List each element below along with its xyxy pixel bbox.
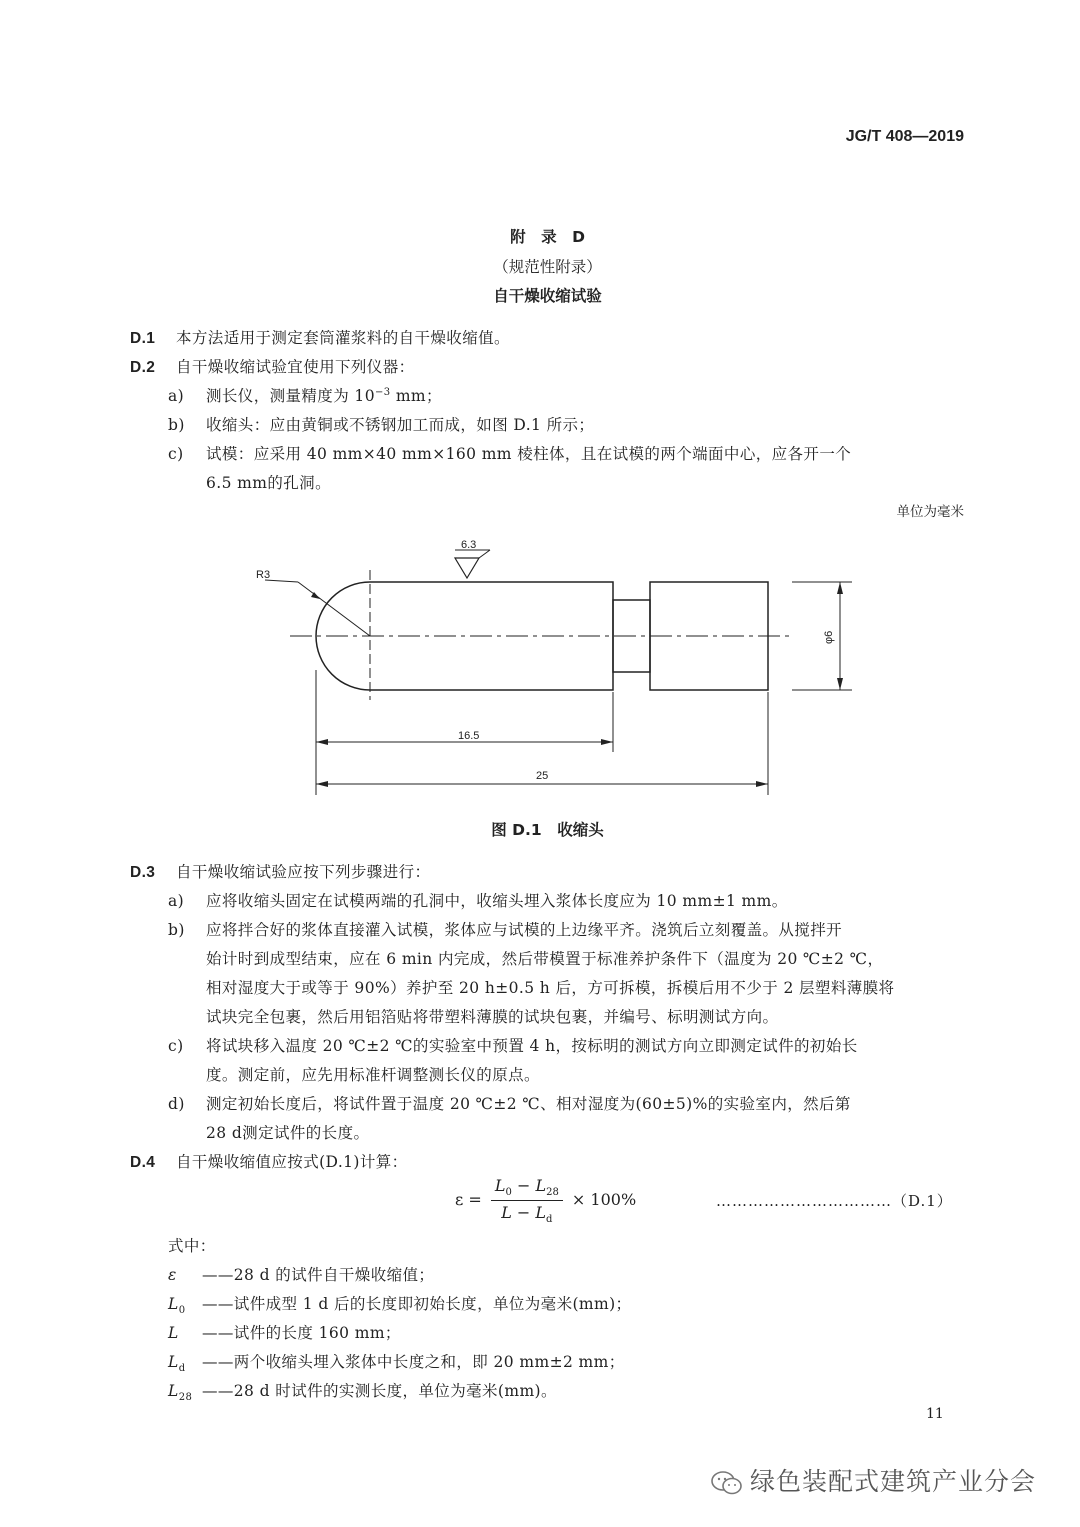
list-item: d) 测定初始长度后，将试件置于温度 20 ℃±2 ℃、相对湿度为(60±5)%的实验室内，然后第 — [168, 1095, 851, 1113]
section-text: 本方法适用于测定套筒灌浆料的自干燥收缩值。 — [176, 329, 510, 347]
section-number: D.2 — [130, 359, 156, 376]
definition-row: L ——试件的长度 160 mm； — [168, 1324, 401, 1342]
definition-row: $L_0$ ——试件成型 1 d 后的长度即初始长度，单位为毫米(mm)； — [168, 1295, 632, 1317]
section-text: 自干燥收缩试验宜使用下列仪器： — [176, 358, 415, 376]
dimension-25: 25 — [536, 770, 549, 782]
section-d2 — [130, 355, 415, 377]
dimension-16-5: 16.5 — [458, 730, 480, 742]
watermark — [710, 1462, 1036, 1498]
list-item-continuation: 试块完全包裹，然后用铝箔贴将带塑料薄膜的试块包裹，并编号、标明测试方向。 — [206, 1008, 779, 1026]
section-text: 自干燥收缩试验应按下列步骤进行： — [176, 863, 431, 881]
roughness-label: 6.3 — [461, 539, 477, 551]
section-number: D.3 — [130, 864, 156, 881]
list-item: b) 应将拌合好的浆体直接灌入试模，浆体应与试模的上边缘平齐。浇筑后立刻覆盖。从搅拌开 — [168, 921, 843, 939]
list-item-continuation: 度。测定前，应先用标准杆调整测长仪的原点。 — [206, 1066, 540, 1084]
figure-caption: 图 D.1 收缩头 — [491, 821, 604, 839]
formula-d1: ε = $\frac{L_0 - L_{28}}{L - L_d}$ × 100% — [455, 1176, 637, 1226]
list-item: a) 测长仪，测量精度为 $10^{-3}$ mm； — [168, 386, 442, 405]
section-text: 自干燥收缩值应按式(D.1)计算： — [176, 1153, 408, 1171]
appendix-name: 自干燥收缩试验 — [493, 287, 602, 305]
list-item-continuation: 6.5 mm的孔洞。 — [206, 474, 331, 492]
standard-number: JG/T 408—2019 — [845, 128, 964, 145]
unit-note: 单位为毫米 — [896, 504, 964, 520]
wechat-icon — [710, 1469, 744, 1497]
equation-number: ……………………………（D.1） — [716, 1192, 953, 1210]
list-item-continuation: 始计时到成型结束，应在 6 min 内完成，然后带模置于标准养护条件下（温度为 20 ℃±2 ℃， — [206, 950, 884, 968]
radius-label: R3 — [256, 569, 271, 581]
watermark-text: 绿色装配式建筑产业分会 — [750, 1467, 1037, 1496]
section-d3 — [130, 860, 430, 882]
diameter-label: φ6 — [823, 630, 835, 644]
section-d1 — [130, 326, 510, 348]
list-item-continuation: 相对湿度大于或等于 90%）养护至 20 h±0.5 h 后，方可拆模，拆模后用不少于 2 层塑料薄膜将 — [206, 979, 895, 997]
section-number: D.4 — [130, 1154, 156, 1171]
fraction: $\frac{L_0 - L_{28}}{L - L_d}$ — [491, 1176, 563, 1225]
appendix-title: 附 录 D — [510, 228, 585, 246]
section-number: D.1 — [130, 330, 156, 347]
list-item: c) 将试块移入温度 20 ℃±2 ℃的实验室中预置 4 h，按标明的测试方向立即测定试件的初始长 — [168, 1037, 858, 1055]
definition-row: ε ——28 d 的试件自干燥收缩值； — [168, 1266, 435, 1284]
appendix-subtitle: （规范性附录） — [493, 258, 602, 276]
section-d4 — [130, 1150, 408, 1172]
definition-row: $L_d$ ——两个收缩头埋入浆体中长度之和，即 20 mm±2 mm； — [168, 1353, 625, 1375]
page-number: 11 — [926, 1406, 944, 1422]
where-label: 式中： — [168, 1237, 216, 1255]
shrinkage-head-drawing — [0, 520, 1080, 820]
list-item: c) 试模：应采用 40 mm×40 mm×160 mm 棱柱体，且在试模的两个端面中心，应各开一个 — [168, 445, 852, 463]
list-item-continuation: 28 d测定试件的长度。 — [206, 1124, 370, 1142]
list-item: a) 应将收缩头固定在试模两端的孔洞中，收缩头埋入浆体长度应为 10 mm±1 mm。 — [168, 892, 788, 910]
list-item: b) 收缩头：应由黄铜或不锈钢加工而成，如图 D.1 所示； — [168, 416, 595, 434]
definition-row: $L_{28}$ ——28 d 时试件的实测长度，单位为毫米(mm)。 — [168, 1382, 557, 1404]
